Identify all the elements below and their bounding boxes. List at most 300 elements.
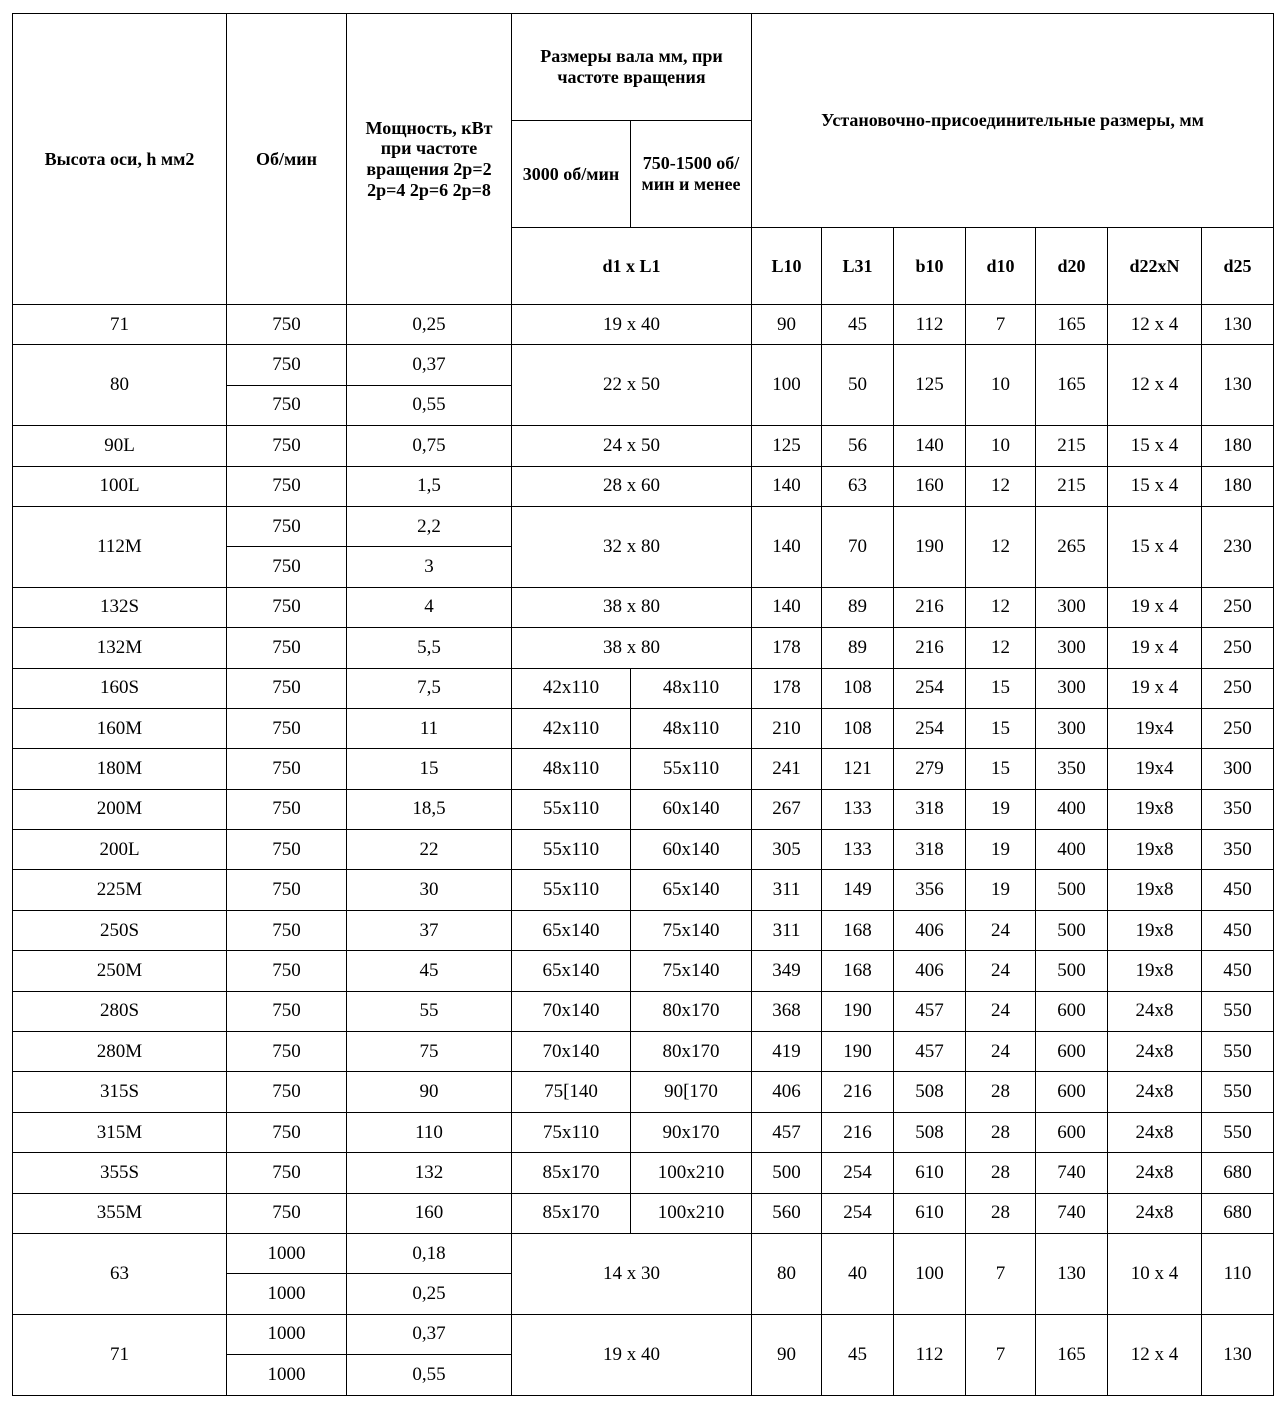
cell-L31: 45 — [822, 1314, 894, 1395]
cell-rpm: 750 — [227, 506, 347, 546]
cell-power: 55 — [347, 991, 512, 1031]
cell-power: 110 — [347, 1112, 512, 1152]
cell-power: 15 — [347, 749, 512, 789]
cell-axis-height: 71 — [13, 305, 227, 345]
cell-d22: 19x4 — [1108, 708, 1202, 748]
header-d25: d25 — [1202, 228, 1274, 305]
cell-shaft-3000: 42x110 — [512, 708, 631, 748]
cell-L31: 254 — [822, 1153, 894, 1193]
table-row — [13, 749, 1274, 789]
cell-power: 11 — [347, 708, 512, 748]
cell-b10: 318 — [894, 830, 966, 870]
cell-d25: 450 — [1202, 870, 1274, 910]
cell-power: 0,55 — [347, 1355, 512, 1395]
cell-shaft-750-1500: 75x140 — [631, 910, 752, 950]
cell-L10: 90 — [752, 1314, 822, 1395]
header-d1xL1: d1 x L1 — [512, 228, 752, 305]
cell-axis-height: 132S — [13, 587, 227, 627]
cell-L10: 100 — [752, 345, 822, 426]
header-power: Мощность, кВт при частоте вращения 2р=2 2р=4 2р=6 2р=8 — [347, 14, 512, 305]
cell-L10: 210 — [752, 708, 822, 748]
document-page — [12, 13, 1274, 1396]
cell-d10: 12 — [966, 506, 1036, 587]
table-row — [13, 628, 1274, 668]
cell-d10: 7 — [966, 1314, 1036, 1395]
cell-b10: 190 — [894, 506, 966, 587]
cell-shaft-750-1500: 55x110 — [631, 749, 752, 789]
cell-power: 160 — [347, 1193, 512, 1233]
cell-shaft-750-1500: 100x210 — [631, 1153, 752, 1193]
cell-d25: 350 — [1202, 830, 1274, 870]
cell-power: 18,5 — [347, 789, 512, 829]
cell-shaft-3000: 65x140 — [512, 951, 631, 991]
cell-shaft-750-1500: 75x140 — [631, 951, 752, 991]
cell-d22: 19x8 — [1108, 830, 1202, 870]
cell-axis-height: 315M — [13, 1112, 227, 1152]
cell-shaft-750-1500: 65x140 — [631, 870, 752, 910]
cell-rpm: 750 — [227, 910, 347, 950]
cell-L31: 168 — [822, 910, 894, 950]
cell-power: 4 — [347, 587, 512, 627]
table-row — [13, 991, 1274, 1031]
cell-L10: 241 — [752, 749, 822, 789]
cell-power: 7,5 — [347, 668, 512, 708]
cell-d22: 24x8 — [1108, 1153, 1202, 1193]
cell-power: 30 — [347, 870, 512, 910]
cell-d22: 24x8 — [1108, 1072, 1202, 1112]
cell-b10: 610 — [894, 1153, 966, 1193]
cell-d20: 600 — [1036, 1112, 1108, 1152]
cell-d25: 300 — [1202, 749, 1274, 789]
table-row — [13, 789, 1274, 829]
cell-power: 132 — [347, 1153, 512, 1193]
cell-L31: 254 — [822, 1193, 894, 1233]
cell-rpm: 750 — [227, 1112, 347, 1152]
cell-rpm: 750 — [227, 587, 347, 627]
cell-L31: 149 — [822, 870, 894, 910]
cell-rpm: 750 — [227, 547, 347, 587]
cell-d10: 24 — [966, 910, 1036, 950]
table-body — [13, 305, 1274, 1396]
cell-L31: 56 — [822, 426, 894, 466]
cell-d25: 230 — [1202, 506, 1274, 587]
header-d10: d10 — [966, 228, 1036, 305]
cell-b10: 610 — [894, 1193, 966, 1233]
cell-d10: 12 — [966, 587, 1036, 627]
cell-b10: 318 — [894, 789, 966, 829]
header-d20: d20 — [1036, 228, 1108, 305]
cell-d20: 500 — [1036, 910, 1108, 950]
cell-axis-height: 250M — [13, 951, 227, 991]
cell-L31: 70 — [822, 506, 894, 587]
cell-d22: 12 x 4 — [1108, 1314, 1202, 1395]
cell-d20: 165 — [1036, 345, 1108, 426]
cell-shaft-size: 22 x 50 — [512, 345, 752, 426]
cell-d20: 600 — [1036, 1072, 1108, 1112]
cell-shaft-750-1500: 60x140 — [631, 830, 752, 870]
cell-d22: 15 x 4 — [1108, 506, 1202, 587]
cell-power: 1,5 — [347, 466, 512, 506]
cell-L31: 190 — [822, 991, 894, 1031]
cell-power: 0,25 — [347, 305, 512, 345]
cell-b10: 140 — [894, 426, 966, 466]
cell-d25: 450 — [1202, 910, 1274, 950]
cell-d25: 250 — [1202, 628, 1274, 668]
cell-L10: 140 — [752, 587, 822, 627]
cell-d22: 19 x 4 — [1108, 668, 1202, 708]
table-row — [13, 870, 1274, 910]
cell-b10: 254 — [894, 668, 966, 708]
cell-L31: 108 — [822, 708, 894, 748]
cell-b10: 112 — [894, 305, 966, 345]
cell-shaft-3000: 55x110 — [512, 830, 631, 870]
cell-b10: 457 — [894, 1032, 966, 1072]
cell-L31: 133 — [822, 789, 894, 829]
cell-shaft-3000: 85x170 — [512, 1193, 631, 1233]
cell-L31: 190 — [822, 1032, 894, 1072]
cell-rpm: 1000 — [227, 1274, 347, 1314]
cell-shaft-750-1500: 100x210 — [631, 1193, 752, 1233]
cell-rpm: 750 — [227, 991, 347, 1031]
cell-axis-height: 200M — [13, 789, 227, 829]
cell-rpm: 750 — [227, 668, 347, 708]
cell-rpm: 750 — [227, 708, 347, 748]
cell-power: 0,75 — [347, 426, 512, 466]
cell-axis-height: 160M — [13, 708, 227, 748]
header-shaft-sizes: Размеры вала мм, при частоте вращения — [512, 14, 752, 121]
cell-power: 0,25 — [347, 1274, 512, 1314]
cell-shaft-size: 32 x 80 — [512, 506, 752, 587]
cell-L10: 419 — [752, 1032, 822, 1072]
table-row — [13, 668, 1274, 708]
cell-L10: 80 — [752, 1233, 822, 1314]
cell-shaft-3000: 48x110 — [512, 749, 631, 789]
cell-L10: 125 — [752, 426, 822, 466]
cell-d22: 15 x 4 — [1108, 466, 1202, 506]
table-row — [13, 1233, 1274, 1273]
cell-power: 45 — [347, 951, 512, 991]
cell-d22: 24x8 — [1108, 1193, 1202, 1233]
cell-shaft-750-1500: 60x140 — [631, 789, 752, 829]
cell-d10: 19 — [966, 830, 1036, 870]
cell-d25: 550 — [1202, 1032, 1274, 1072]
cell-L10: 349 — [752, 951, 822, 991]
cell-rpm: 750 — [227, 1032, 347, 1072]
cell-d20: 600 — [1036, 991, 1108, 1031]
header-b10: b10 — [894, 228, 966, 305]
cell-d10: 7 — [966, 1233, 1036, 1314]
cell-d20: 350 — [1036, 749, 1108, 789]
cell-L31: 63 — [822, 466, 894, 506]
cell-d10: 15 — [966, 668, 1036, 708]
cell-d25: 250 — [1202, 668, 1274, 708]
cell-shaft-size: 14 x 30 — [512, 1233, 752, 1314]
cell-L10: 457 — [752, 1112, 822, 1152]
header-rpm: Об/мин — [227, 14, 347, 305]
cell-d10: 28 — [966, 1193, 1036, 1233]
cell-d22: 15 x 4 — [1108, 426, 1202, 466]
cell-axis-height: 90L — [13, 426, 227, 466]
cell-L10: 140 — [752, 506, 822, 587]
cell-d25: 680 — [1202, 1153, 1274, 1193]
cell-shaft-750-1500: 90[170 — [631, 1072, 752, 1112]
cell-rpm: 1000 — [227, 1355, 347, 1395]
cell-d22: 19x8 — [1108, 951, 1202, 991]
cell-d22: 12 x 4 — [1108, 305, 1202, 345]
cell-d25: 180 — [1202, 426, 1274, 466]
cell-rpm: 750 — [227, 1072, 347, 1112]
cell-L10: 406 — [752, 1072, 822, 1112]
cell-b10: 216 — [894, 628, 966, 668]
cell-b10: 356 — [894, 870, 966, 910]
cell-axis-height: 355S — [13, 1153, 227, 1193]
cell-d22: 19x8 — [1108, 910, 1202, 950]
cell-d10: 24 — [966, 1032, 1036, 1072]
cell-axis-height: 280M — [13, 1032, 227, 1072]
cell-shaft-750-1500: 48x110 — [631, 668, 752, 708]
cell-b10: 279 — [894, 749, 966, 789]
cell-b10: 160 — [894, 466, 966, 506]
cell-L31: 121 — [822, 749, 894, 789]
cell-shaft-3000: 65x140 — [512, 910, 631, 950]
cell-L31: 216 — [822, 1072, 894, 1112]
cell-d10: 19 — [966, 789, 1036, 829]
cell-d25: 130 — [1202, 345, 1274, 426]
cell-d10: 15 — [966, 749, 1036, 789]
cell-d20: 400 — [1036, 830, 1108, 870]
cell-L10: 305 — [752, 830, 822, 870]
cell-axis-height: 180M — [13, 749, 227, 789]
table-row — [13, 426, 1274, 466]
table-row — [13, 910, 1274, 950]
cell-shaft-3000: 70x140 — [512, 1032, 631, 1072]
cell-L10: 500 — [752, 1153, 822, 1193]
cell-d20: 215 — [1036, 466, 1108, 506]
cell-d10: 7 — [966, 305, 1036, 345]
cell-d25: 250 — [1202, 587, 1274, 627]
cell-rpm: 750 — [227, 305, 347, 345]
cell-d22: 24x8 — [1108, 1112, 1202, 1152]
cell-d22: 24x8 — [1108, 991, 1202, 1031]
cell-L31: 45 — [822, 305, 894, 345]
cell-rpm: 750 — [227, 466, 347, 506]
cell-b10: 100 — [894, 1233, 966, 1314]
cell-shaft-750-1500: 80x170 — [631, 991, 752, 1031]
cell-L31: 89 — [822, 587, 894, 627]
cell-d10: 12 — [966, 628, 1036, 668]
cell-L31: 89 — [822, 628, 894, 668]
cell-axis-height: 112M — [13, 506, 227, 587]
cell-d20: 500 — [1036, 951, 1108, 991]
cell-axis-height: 250S — [13, 910, 227, 950]
cell-power: 0,55 — [347, 385, 512, 425]
cell-d22: 19 x 4 — [1108, 587, 1202, 627]
cell-d10: 28 — [966, 1072, 1036, 1112]
cell-axis-height: 80 — [13, 345, 227, 426]
cell-shaft-size: 24 x 50 — [512, 426, 752, 466]
cell-rpm: 750 — [227, 385, 347, 425]
cell-power: 5,5 — [347, 628, 512, 668]
cell-axis-height: 280S — [13, 991, 227, 1031]
cell-d10: 10 — [966, 426, 1036, 466]
cell-d22: 12 x 4 — [1108, 345, 1202, 426]
cell-axis-height: 160S — [13, 668, 227, 708]
cell-shaft-3000: 85x170 — [512, 1153, 631, 1193]
cell-L31: 133 — [822, 830, 894, 870]
cell-L10: 178 — [752, 628, 822, 668]
cell-d25: 550 — [1202, 991, 1274, 1031]
cell-d10: 28 — [966, 1112, 1036, 1152]
cell-shaft-750-1500: 48x110 — [631, 708, 752, 748]
cell-shaft-3000: 70x140 — [512, 991, 631, 1031]
cell-rpm: 750 — [227, 870, 347, 910]
cell-axis-height: 71 — [13, 1314, 227, 1395]
table-row — [13, 830, 1274, 870]
table-row — [13, 708, 1274, 748]
cell-rpm: 750 — [227, 749, 347, 789]
cell-shaft-3000: 55x110 — [512, 789, 631, 829]
cell-rpm: 1000 — [227, 1233, 347, 1273]
cell-b10: 508 — [894, 1112, 966, 1152]
cell-power: 0,37 — [347, 1314, 512, 1354]
cell-d10: 19 — [966, 870, 1036, 910]
table-row — [13, 1193, 1274, 1233]
cell-power: 37 — [347, 910, 512, 950]
cell-b10: 508 — [894, 1072, 966, 1112]
cell-d20: 500 — [1036, 870, 1108, 910]
header-d22xN: d22xN — [1108, 228, 1202, 305]
cell-d22: 19x4 — [1108, 749, 1202, 789]
cell-L10: 311 — [752, 910, 822, 950]
cell-L10: 311 — [752, 870, 822, 910]
cell-axis-height: 200L — [13, 830, 227, 870]
cell-b10: 406 — [894, 910, 966, 950]
table-row — [13, 466, 1274, 506]
cell-d20: 215 — [1036, 426, 1108, 466]
table-row — [13, 1314, 1274, 1354]
cell-shaft-size: 28 x 60 — [512, 466, 752, 506]
cell-power: 0,37 — [347, 345, 512, 385]
cell-d20: 300 — [1036, 628, 1108, 668]
cell-L31: 40 — [822, 1233, 894, 1314]
cell-L31: 50 — [822, 345, 894, 426]
cell-d25: 550 — [1202, 1112, 1274, 1152]
cell-d25: 110 — [1202, 1233, 1274, 1314]
cell-d25: 450 — [1202, 951, 1274, 991]
cell-d25: 680 — [1202, 1193, 1274, 1233]
cell-rpm: 750 — [227, 1153, 347, 1193]
cell-L31: 168 — [822, 951, 894, 991]
cell-d20: 300 — [1036, 708, 1108, 748]
cell-L10: 560 — [752, 1193, 822, 1233]
cell-d22: 19x8 — [1108, 789, 1202, 829]
cell-d25: 180 — [1202, 466, 1274, 506]
cell-d20: 740 — [1036, 1193, 1108, 1233]
cell-d10: 12 — [966, 466, 1036, 506]
motor-dimensions-table — [12, 13, 1274, 1396]
cell-d20: 130 — [1036, 1233, 1108, 1314]
table-row — [13, 587, 1274, 627]
cell-axis-height: 315S — [13, 1072, 227, 1112]
cell-rpm: 750 — [227, 951, 347, 991]
cell-rpm: 750 — [227, 789, 347, 829]
cell-L10: 368 — [752, 991, 822, 1031]
cell-L10: 267 — [752, 789, 822, 829]
cell-d25: 130 — [1202, 1314, 1274, 1395]
cell-d10: 28 — [966, 1153, 1036, 1193]
header-L31: L31 — [822, 228, 894, 305]
cell-power: 0,18 — [347, 1233, 512, 1273]
cell-d20: 265 — [1036, 506, 1108, 587]
cell-d10: 10 — [966, 345, 1036, 426]
cell-power: 2,2 — [347, 506, 512, 546]
cell-shaft-750-1500: 80x170 — [631, 1032, 752, 1072]
cell-d20: 300 — [1036, 668, 1108, 708]
cell-shaft-size: 19 x 40 — [512, 1314, 752, 1395]
cell-d25: 350 — [1202, 789, 1274, 829]
table-row — [13, 1153, 1274, 1193]
header-shaft-750-1500: 750-1500 об/мин и менее — [631, 121, 752, 228]
cell-b10: 406 — [894, 951, 966, 991]
header-L10: L10 — [752, 228, 822, 305]
cell-d25: 130 — [1202, 305, 1274, 345]
cell-shaft-3000: 55x110 — [512, 870, 631, 910]
cell-d20: 400 — [1036, 789, 1108, 829]
cell-d25: 550 — [1202, 1072, 1274, 1112]
cell-axis-height: 63 — [13, 1233, 227, 1314]
cell-rpm: 750 — [227, 345, 347, 385]
cell-shaft-size: 38 x 80 — [512, 628, 752, 668]
cell-shaft-size: 19 x 40 — [512, 305, 752, 345]
cell-b10: 125 — [894, 345, 966, 426]
table-row — [13, 345, 1274, 385]
cell-d10: 24 — [966, 951, 1036, 991]
cell-d22: 19x8 — [1108, 870, 1202, 910]
table-row — [13, 506, 1274, 546]
cell-L10: 90 — [752, 305, 822, 345]
cell-axis-height: 225M — [13, 870, 227, 910]
cell-d22: 19 x 4 — [1108, 628, 1202, 668]
cell-rpm: 750 — [227, 1193, 347, 1233]
cell-d20: 165 — [1036, 305, 1108, 345]
cell-shaft-3000: 75x110 — [512, 1112, 631, 1152]
cell-b10: 216 — [894, 587, 966, 627]
cell-shaft-3000: 75[140 — [512, 1072, 631, 1112]
cell-axis-height: 132M — [13, 628, 227, 668]
cell-d20: 165 — [1036, 1314, 1108, 1395]
cell-b10: 457 — [894, 991, 966, 1031]
cell-d10: 15 — [966, 708, 1036, 748]
cell-power: 22 — [347, 830, 512, 870]
cell-d25: 250 — [1202, 708, 1274, 748]
cell-axis-height: 355M — [13, 1193, 227, 1233]
cell-d20: 300 — [1036, 587, 1108, 627]
table-row — [13, 305, 1274, 345]
table-row — [13, 1072, 1274, 1112]
cell-rpm: 750 — [227, 628, 347, 668]
cell-d20: 600 — [1036, 1032, 1108, 1072]
header-mounting-dimensions: Установочно-присоединительные размеры, мм — [752, 14, 1274, 228]
cell-rpm: 750 — [227, 830, 347, 870]
cell-L31: 108 — [822, 668, 894, 708]
table-row — [13, 1112, 1274, 1152]
cell-L10: 140 — [752, 466, 822, 506]
cell-rpm: 1000 — [227, 1314, 347, 1354]
cell-power: 75 — [347, 1032, 512, 1072]
cell-shaft-750-1500: 90x170 — [631, 1112, 752, 1152]
cell-d22: 24x8 — [1108, 1032, 1202, 1072]
cell-power: 90 — [347, 1072, 512, 1112]
